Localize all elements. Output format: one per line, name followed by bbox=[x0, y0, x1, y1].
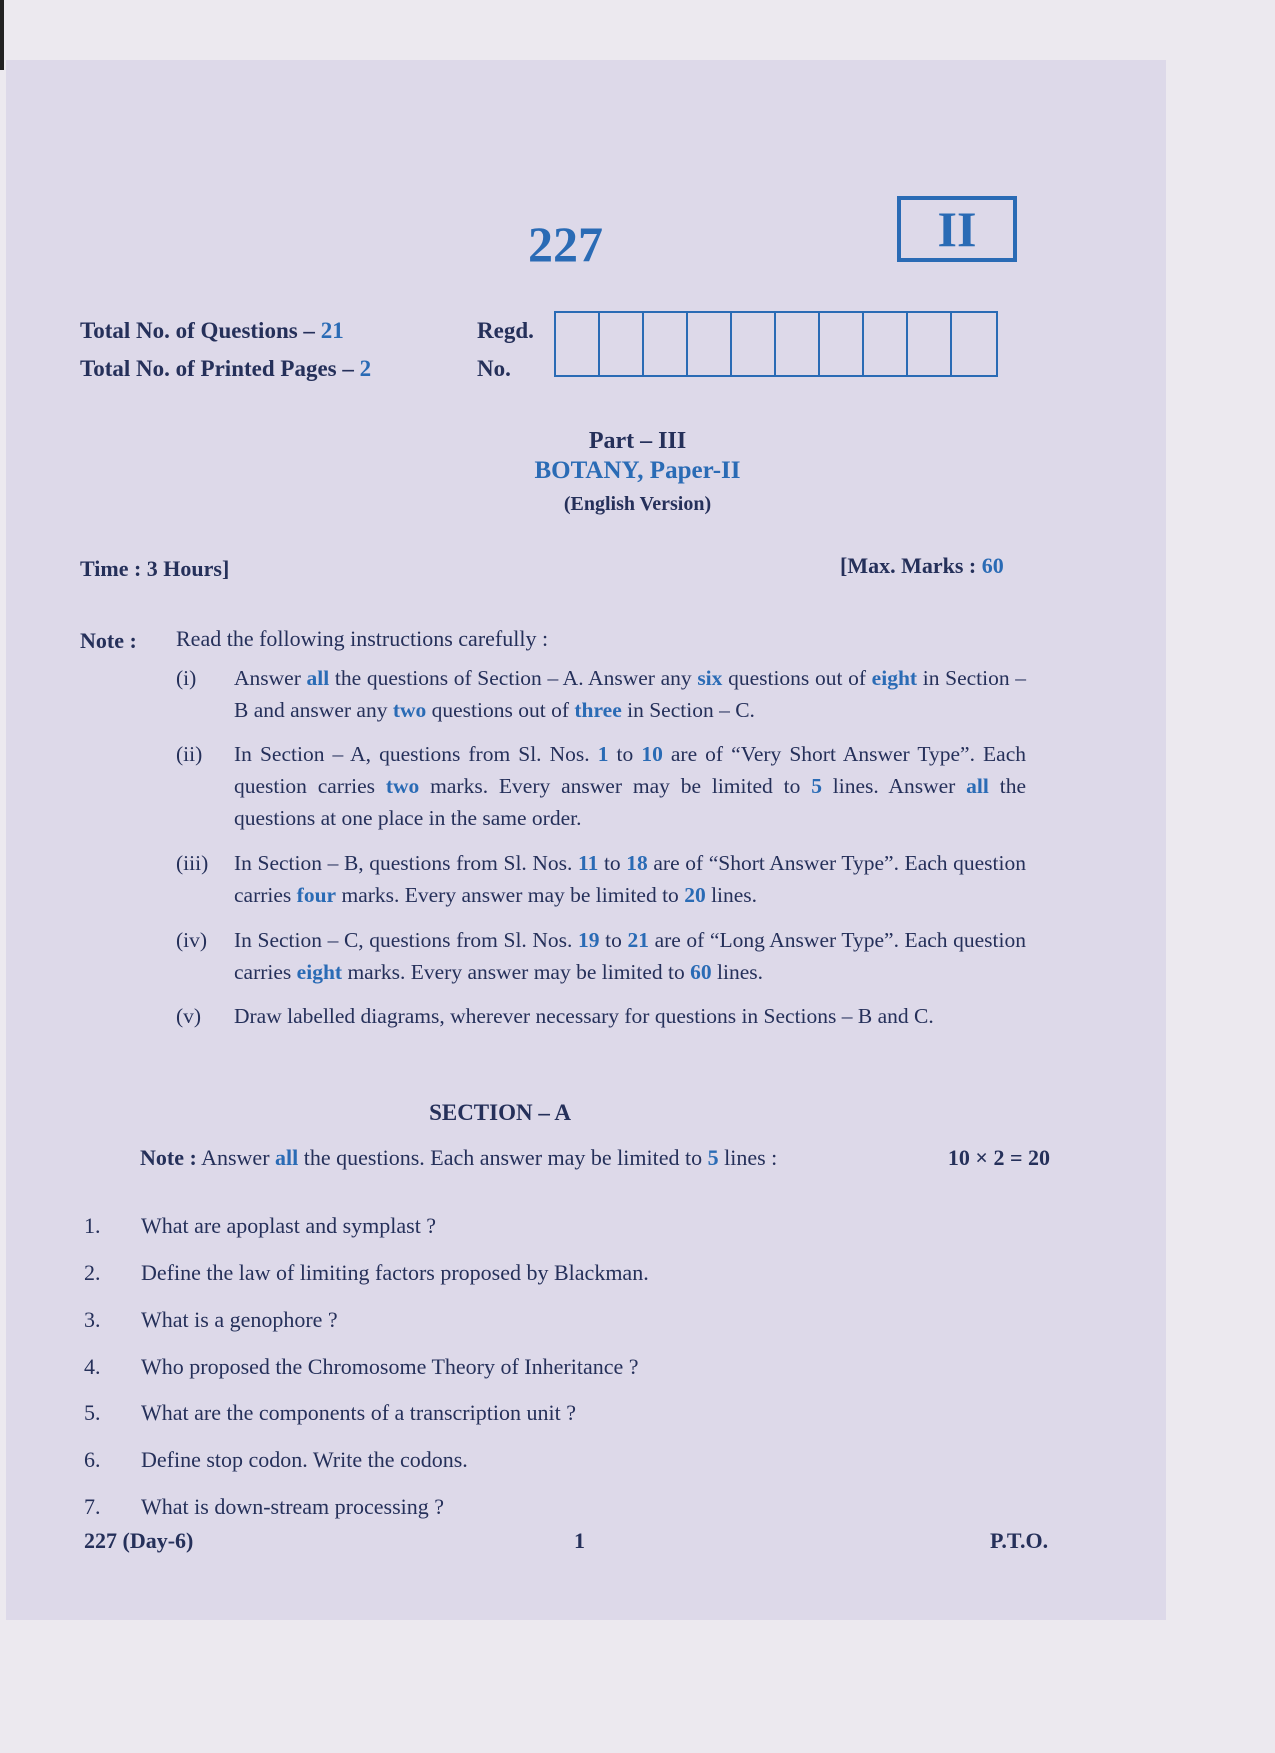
footer-page-number: 1 bbox=[574, 1528, 585, 1553]
total-pages: Total No. of Printed Pages – 2 bbox=[80, 356, 372, 381]
regd-digit-box[interactable] bbox=[864, 313, 908, 375]
version-title: (English Version) bbox=[563, 493, 712, 515]
regd-digit-box[interactable] bbox=[644, 313, 688, 375]
subject-title: BOTANY, Paper-II bbox=[534, 457, 741, 484]
instruction-item: (i) Answer all the questions of Section – A. Answer any six questions out of eight in Section – B and answer any two questions out of three in Section – C. bbox=[176, 666, 1027, 722]
question-item: 1. What are apoplast and symplast ? bbox=[84, 1213, 437, 1238]
instruction-item: (iv) In Section – C, questions from Sl. Nos. 19 to 21 are of “Long Answer Type”. Each question carries eight marks. Every answer may be limited to 60 lines. bbox=[176, 928, 1026, 984]
section-a-marks: 10 × 2 = 20 bbox=[947, 1145, 1050, 1170]
note-label: Note : bbox=[80, 628, 137, 653]
part-title: Part – III bbox=[588, 428, 687, 454]
note-text: Read the following instructions carefully : bbox=[176, 626, 549, 651]
question-item: 3. What is a genophore ? bbox=[84, 1307, 338, 1332]
regd-digit-box[interactable] bbox=[776, 313, 820, 375]
question-item: 7. What is down-stream processing ? bbox=[84, 1494, 445, 1519]
regd-label: Regd. No. bbox=[477, 318, 534, 381]
instruction-item: (ii) In Section – A, questions from Sl. Nos. 1 to 10 are of “Very Short Answer Type”. Each question carries two marks. Every answer may be limited to 5 lines. Answer all the questions at one place in the same order. bbox=[176, 742, 1026, 830]
regd-digit-box[interactable] bbox=[732, 313, 776, 375]
paper-roman-box: II bbox=[897, 196, 1017, 262]
question-item: 2. Define the law of limiting factors proposed by Blackman. bbox=[84, 1260, 649, 1285]
question-item: 6. Define stop codon. Write the codons. bbox=[84, 1447, 468, 1472]
question-item: 4. Who proposed the Chromosome Theory of Inheritance ? bbox=[84, 1354, 639, 1379]
paper-code: 227 bbox=[528, 216, 603, 272]
section-a-note: Note : Answer all the questions. Each answer may be limited to 5 lines : 10 × 2 = 20 bbox=[140, 1145, 1050, 1170]
instruction-item: (v) Draw labelled diagrams, wherever necessary for questions in Sections – B and C. bbox=[176, 1004, 934, 1028]
exam-title bbox=[0, 428, 1275, 516]
instruction-item: (iii) In Section – B, questions from Sl. Nos. 11 to 18 are of “Short Answer Type”. Each question carries four marks. Every answer may be limited to 20 lines. bbox=[176, 851, 1026, 907]
question-item: 5. What are the components of a transcription unit ? bbox=[84, 1400, 576, 1425]
max-marks: [Max. Marks : 60 bbox=[840, 553, 1004, 578]
regd-digit-box[interactable] bbox=[952, 313, 996, 375]
total-questions: Total No. of Questions – 21 bbox=[80, 318, 344, 343]
footer-pto: P.T.O. bbox=[990, 1528, 1049, 1553]
regd-number-boxes[interactable] bbox=[554, 311, 998, 377]
exam-time: Time : 3 Hours] bbox=[80, 556, 230, 581]
section-a-title: SECTION – A bbox=[429, 1100, 571, 1125]
regd-digit-box[interactable] bbox=[688, 313, 732, 375]
regd-digit-box[interactable] bbox=[908, 313, 952, 375]
regd-digit-box[interactable] bbox=[556, 313, 600, 375]
regd-digit-box[interactable] bbox=[820, 313, 864, 375]
header-counts bbox=[80, 312, 371, 388]
footer-paper-code: 227 (Day-6) bbox=[84, 1528, 194, 1553]
regd-digit-box[interactable] bbox=[600, 313, 644, 375]
